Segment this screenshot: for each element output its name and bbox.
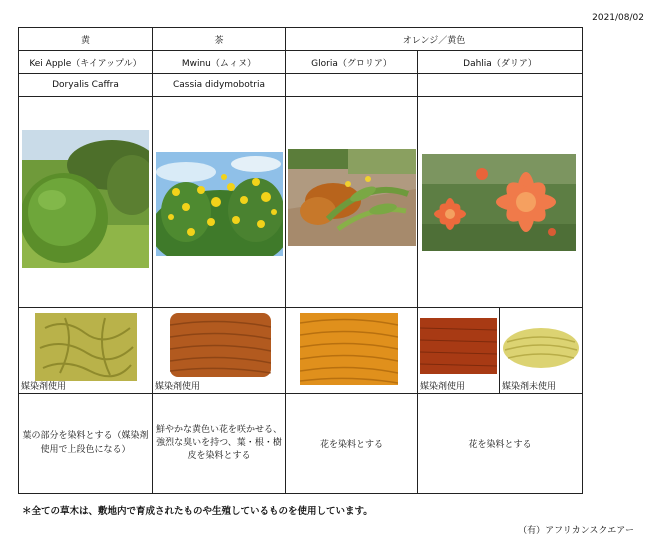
sci-name-kei-apple: Doryalis Caffra <box>19 74 153 97</box>
desc-kei-apple: 葉の部分を染料とする（媒染剤使用で上段色になる） <box>19 394 153 494</box>
dye-table <box>18 27 583 494</box>
desc-gloria: 花を染料とする <box>286 394 418 494</box>
yarn-cell-mwinu <box>153 308 286 394</box>
yarn-cell-dahlia-unused <box>500 308 583 394</box>
plant-name-kei-apple: Kei Apple（キイアップル） <box>19 51 153 74</box>
plant-name-mwinu: Mwinu（ムィヌ） <box>153 51 286 74</box>
header-brown: 茶 <box>153 28 286 51</box>
photo-cell-mwinu <box>153 97 286 308</box>
sci-name-gloria <box>286 74 418 97</box>
sci-name-mwinu: Cassia didymobotria <box>153 74 286 97</box>
dahlia-dyed-yarn-mordant <box>420 318 497 374</box>
caption-mwinu: 媒染剤使用 <box>155 382 201 392</box>
yarn-cell-kei-apple <box>19 308 153 394</box>
gloria-dyed-yarn <box>300 313 398 385</box>
footnote: ＊全ての草木は、敷地内で育成されたものや生殖しているものを使用しています。 <box>22 506 373 517</box>
caption-dahlia-unused: 媒染剤未使用 <box>502 382 557 392</box>
header-orange-yellow: オレンジ／黄色 <box>286 28 583 51</box>
caption-dahlia-used: 媒染剤使用 <box>420 382 466 392</box>
photo-cell-gloria <box>286 97 418 308</box>
gloria-flower-photo <box>288 149 416 246</box>
photo-cell-dahlia <box>418 97 583 308</box>
company-name: （有）アフリカンスクエアー <box>518 526 634 536</box>
plant-name-gloria: Gloria（グロリア） <box>286 51 418 74</box>
yarn-cell-dahlia-used <box>418 308 500 394</box>
plant-name-dahlia: Dahlia（ダリア） <box>418 51 583 74</box>
mwinu-flower-photo <box>156 152 283 256</box>
header-yellow: 黄 <box>19 28 153 51</box>
photo-cell-kei-apple <box>19 97 153 308</box>
mwinu-dyed-yarn <box>170 313 271 377</box>
dahlia-flower-photo <box>422 154 576 251</box>
desc-dahlia: 花を染料とする <box>418 394 583 494</box>
dahlia-dyed-yarn-no-mordant <box>502 324 580 372</box>
caption-kei-apple: 媒染剤使用 <box>21 382 67 392</box>
kei-apple-dyed-yarn <box>35 313 137 381</box>
desc-mwinu: 鮮やかな黄色い花を咲かせる、強烈な臭いを持つ、葉・根・樹皮を染料とする <box>153 394 286 494</box>
yarn-cell-gloria <box>286 308 418 394</box>
kei-apple-bush-photo <box>22 130 149 268</box>
sci-name-dahlia <box>418 74 583 97</box>
document-date: 2021/08/02 <box>592 13 644 23</box>
